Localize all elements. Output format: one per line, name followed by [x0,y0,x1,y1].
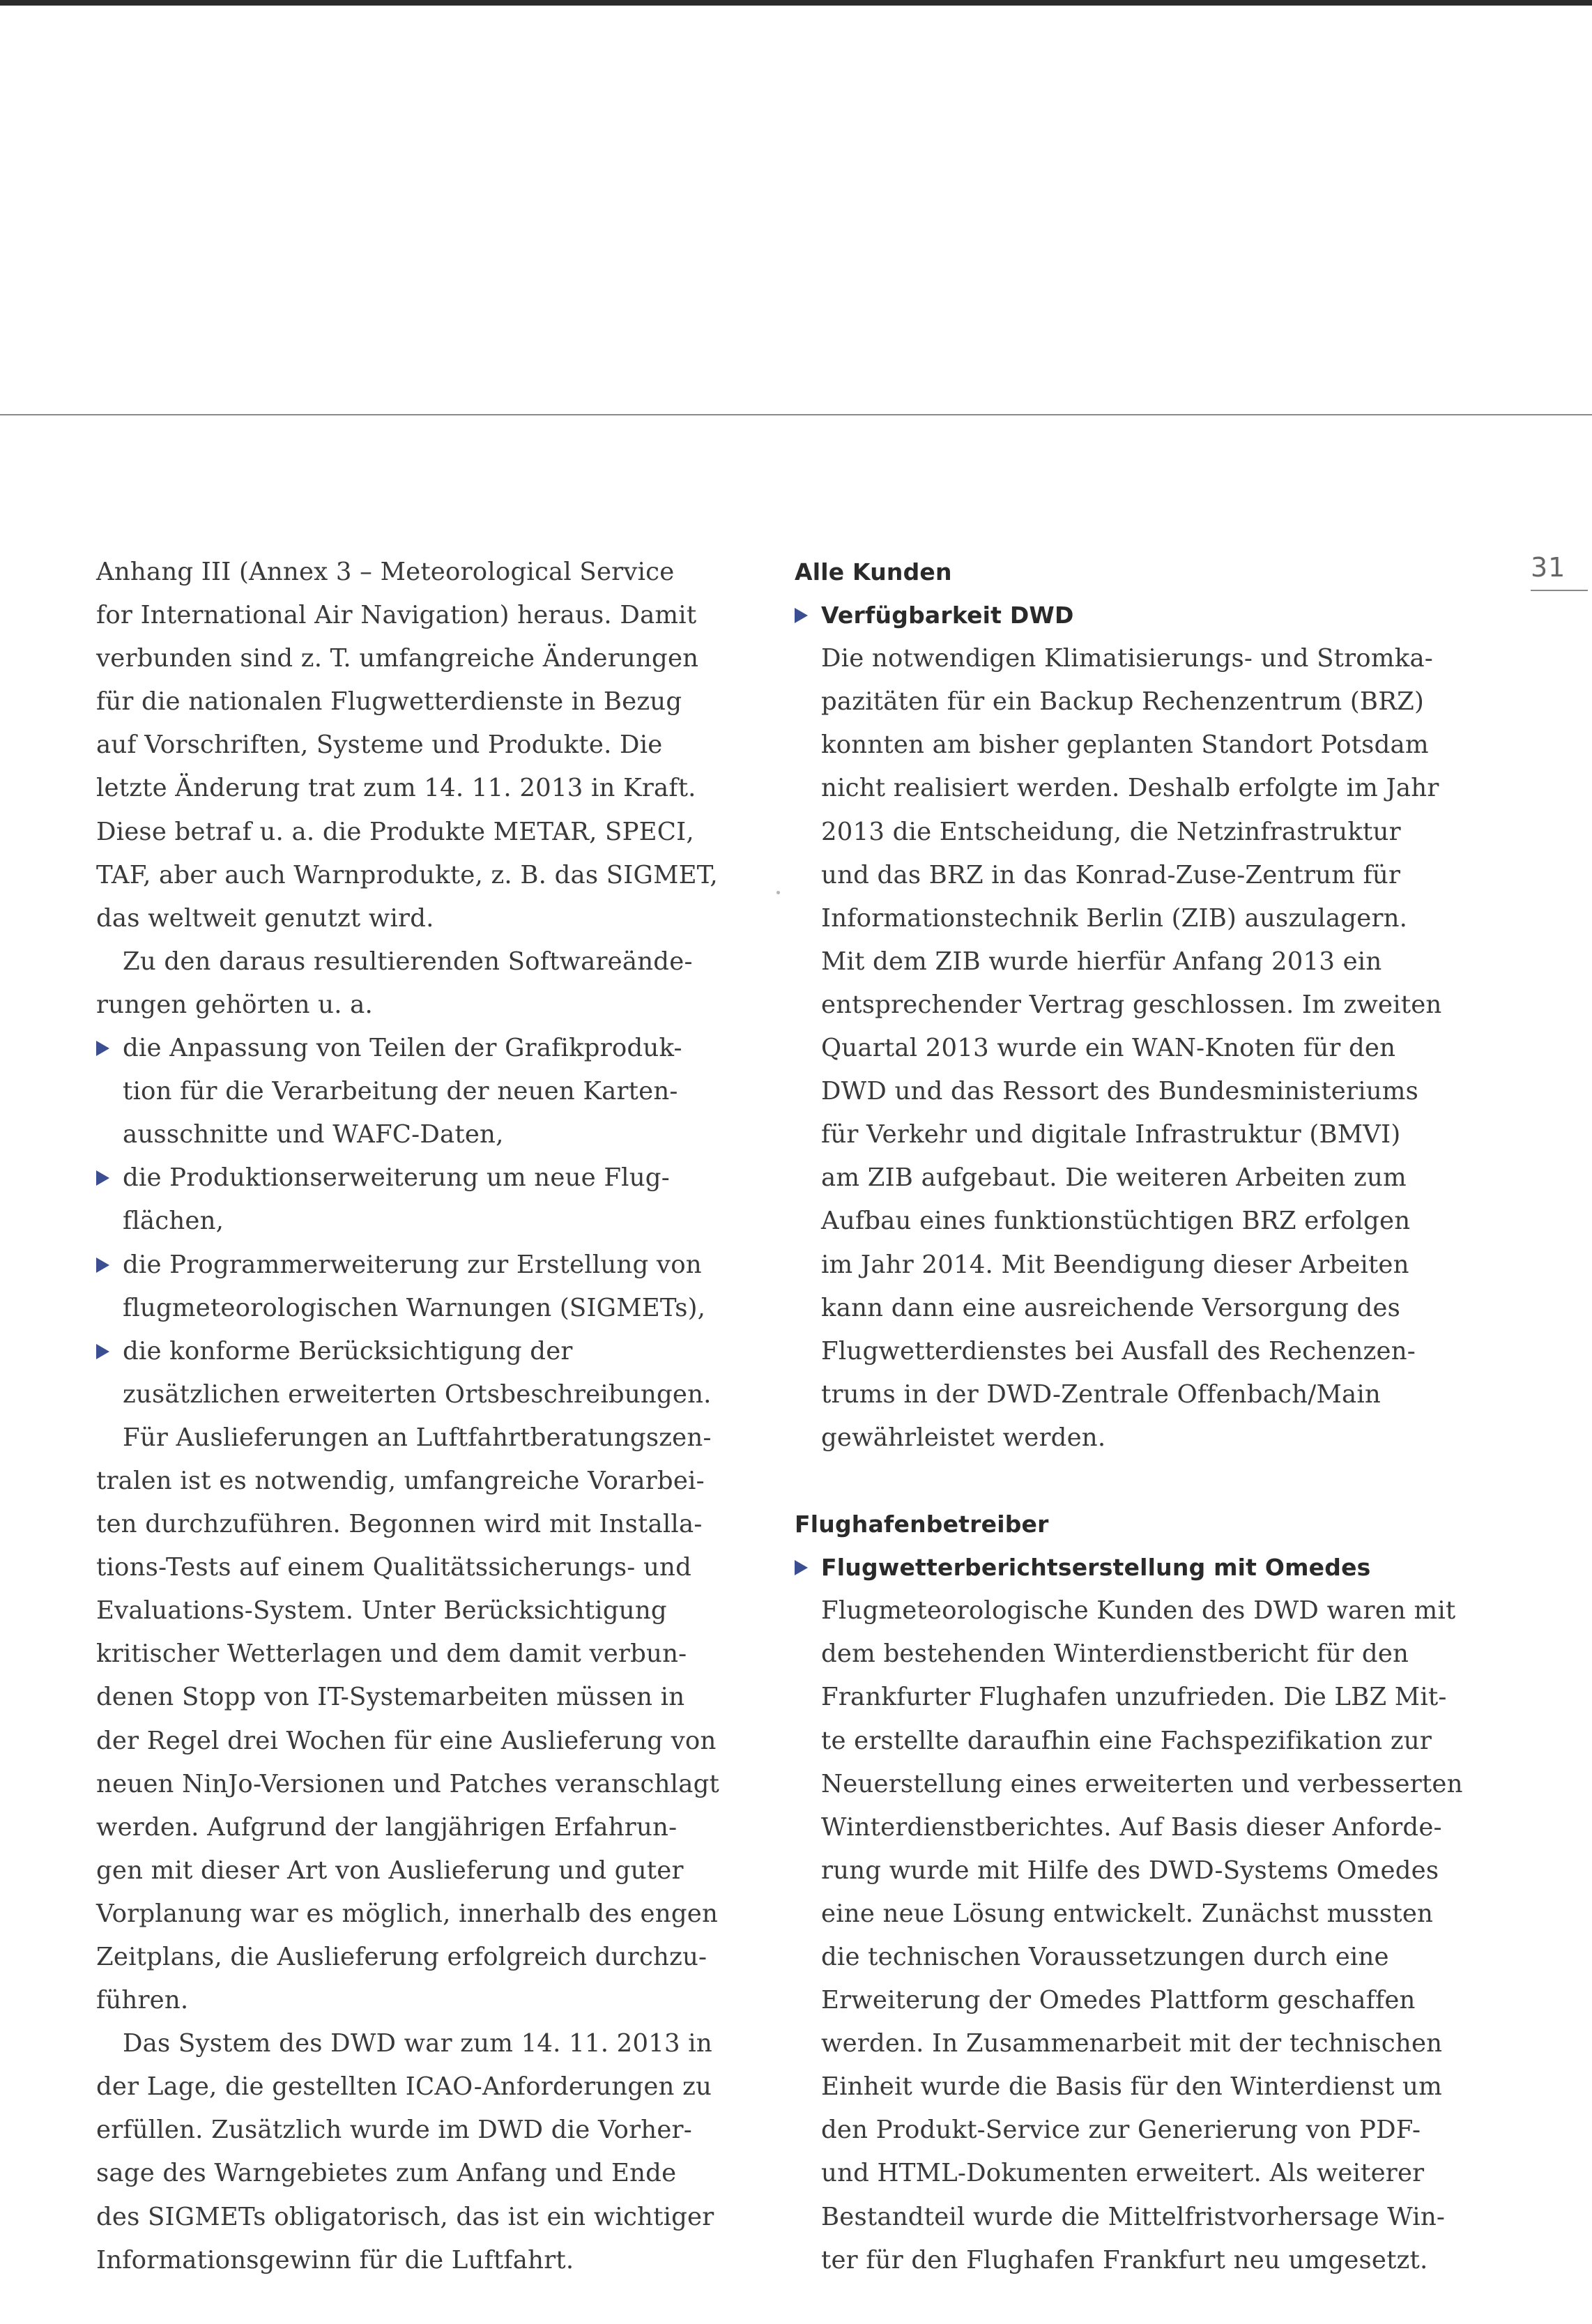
bullet-line: die Produktionserweiterung um neue Flug- [96,1156,751,1200]
text-line: entsprechender Vertrag geschlossen. Im zweiten [821,990,1442,1019]
text-line: Frankfurter Flughafen unzufrieden. Die LBZ Mit- [821,1683,1447,1712]
text-line: Einheit wurde die Basis für den Winterdienst um [821,2072,1442,2102]
list-item [96,1027,751,1156]
text-line: trums in der DWD-Zentrale Offenbach/Main [821,1379,1381,1409]
text-line: Informationstechnik Berlin (ZIB) auszulagern. [821,903,1408,933]
text-line: ten durchzuführen. Begonnen wird mit Installa- [96,1510,703,1539]
bullet-line: die Anpassung von Teilen der Grafikproduk- [96,1027,751,1070]
text-line: Flugwetterdienstes bei Ausfall des Rechenzen- [821,1336,1416,1366]
text-line: rung wurde mit Hilfe des DWD-Systems Omedes [821,1856,1439,1885]
text-line: die technischen Voraussetzungen durch eine [821,1943,1389,1971]
text-line: for International Air Navigation) heraus. Damit [96,601,697,630]
text-line: letzte Änderung trat zum 14. 11. 2013 in Kraft. [96,774,696,803]
text-line: gewährleistet werden. [821,1423,1106,1452]
section-heading: Flughafenbetreiber [795,1511,1049,1538]
text-line: Vorplanung war es möglich, innerhalb des engen [96,1899,719,1928]
text-line: Die notwendigen Klimatisierungs- und Stromka- [821,644,1434,673]
list-item [96,1156,751,1243]
bullet-line: die konforme Berücksichtigung der [96,1330,751,1373]
bullet-line: flugmeteorologischen Warnungen (SIGMETs), [123,1293,706,1322]
bullet-line: tion für die Verarbeitung der neuen Karten- [123,1077,678,1106]
header-rule [0,414,1592,415]
left-column [96,551,751,2282]
text-line: Bestandteil wurde die Mittelfristvorhersage Win- [821,2202,1446,2231]
text-line: Zeitplans, die Auslieferung erfolgreich durchzu- [96,1943,707,1971]
text-line: konnten am bisher geplanten Standort Potsdam [821,731,1429,760]
text-line: kritischer Wetterlagen und dem damit verbun- [96,1639,687,1669]
section-alle-kunden [795,551,1485,1460]
text-line: der Lage, die gestellten ICAO-Anforderungen zu [96,2072,712,2102]
text-line: pazitäten für ein Backup Rechenzentrum (BRZ) [821,687,1425,717]
scan-top-edge [0,0,1592,6]
text-line: te erstellte daraufhin eine Fachspezifikation zur [821,1726,1432,1755]
text-line: den Produkt-Service zur Generierung von PDF- [821,2116,1421,2145]
text-line: für Verkehr und digitale Infrastruktur (BMVI) [821,1120,1401,1149]
bullet-line: ausschnitte und WAFC-Daten, [123,1120,504,1149]
text-line: gen mit dieser Art von Auslieferung und guter [96,1856,684,1885]
scan-speck [776,891,780,894]
paragraph-software-changes [96,940,751,1027]
bullet-line: die Programmerweiterung zur Erstellung von [96,1244,751,1287]
text-line: denen Stopp von IT-Systemarbeiten müssen in [96,1683,685,1712]
page-number: 31 [1531,552,1566,583]
list-item [96,1244,751,1330]
text-line: neuen NinJo-Versionen und Patches veranschlagt [96,1769,719,1798]
paragraph-annex [96,551,751,940]
page-number-rule [1531,590,1588,591]
text-line: das weltweit genutzt wird. [96,903,434,933]
right-column [795,551,1485,2282]
text-line: Aufbau eines funktionstüchtigen BRZ erfolgen [821,1207,1411,1236]
text-line: ter für den Flughafen Frankfurt neu umgesetzt. [821,2245,1428,2275]
text-line: Informationsgewinn für die Luftfahrt. [96,2245,574,2275]
text-line: auf Vorschriften, Systeme und Produkte. Die [96,731,663,760]
text-line: des SIGMETs obligatorisch, das ist ein wichtiger [96,2202,714,2231]
text-line: werden. Aufgrund der langjährigen Erfahrun- [96,1812,678,1842]
text-line: rungen gehörten u. a. [96,990,374,1019]
text-line: werden. In Zusammenarbeit mit der technischen [821,2029,1443,2058]
paragraph-delivery [96,1416,751,2022]
text-line: Für Auslieferungen an Luftfahrtberatungszen- [123,1423,712,1452]
text-line: Quartal 2013 wurde ein WAN-Knoten für den [821,1034,1396,1063]
section-subheading: Flugwetterberichtserstellung mit Omedes [795,1546,1485,1589]
text-line: am ZIB aufgebaut. Die weiteren Arbeiten zum [821,1163,1407,1193]
text-line: Anhang III (Annex 3 – Meteorological Service [96,558,675,586]
bullet-line: flächen, [123,1207,224,1236]
section-gap [795,1460,1485,1503]
text-line: Winterdienstberichtes. Auf Basis dieser Anforde- [821,1812,1442,1842]
text-line: tions-Tests auf einem Qualitätssicherungs- und [96,1553,692,1582]
text-line: und das BRZ in das Konrad-Zuse-Zentrum für [821,860,1401,889]
text-line: Erweiterung der Omedes Plattform geschaffen [821,1986,1416,2015]
paragraph-icao [96,2022,751,2282]
section-subheading: Verfügbarkeit DWD [795,594,1485,637]
text-line: 2013 die Entscheidung, die Netzinfrastruktur [821,817,1401,846]
text-line: sage des Warngebietes zum Anfang und Ende [96,2159,677,2188]
text-line: erfüllen. Zusätzlich wurde im DWD die Vorher- [96,2116,692,2145]
text-line: TAF, aber auch Warnprodukte, z. B. das SIGMET, [96,860,718,889]
text-line: kann dann eine ausreichende Versorgung des [821,1293,1401,1322]
text-line: und HTML-Dokumenten erweitert. Als weiterer [821,2159,1425,2188]
text-line: im Jahr 2014. Mit Beendigung dieser Arbeiten [821,1250,1409,1279]
bullet-list [96,1027,751,1416]
text-line: der Regel drei Wochen für eine Auslieferung von [96,1726,717,1755]
text-line: Flugmeteorologische Kunden des DWD waren mit [821,1596,1456,1626]
text-line: dem bestehenden Winterdienstbericht für den [821,1639,1409,1669]
list-item [96,1330,751,1416]
text-line: Mit dem ZIB wurde hierfür Anfang 2013 ein [821,947,1382,976]
text-line: Evaluations-System. Unter Berücksichtigung [96,1596,667,1626]
bullet-line: zusätzlichen erweiterten Ortsbeschreibungen. [123,1379,712,1409]
text-line: nicht realisiert werden. Deshalb erfolgte im Jahr [821,774,1439,803]
text-line: für die nationalen Flugwetterdienste in Bezug [96,687,682,717]
text-line: tralen ist es notwendig, umfangreiche Vorarbei- [96,1466,705,1495]
section-flughafenbetreiber [795,1503,1485,2282]
text-line: führen. [96,1986,189,2015]
section-heading: Alle Kunden [795,558,952,586]
text-line: Diese betraf u. a. die Produkte METAR, SPECI, [96,817,694,846]
text-line: Das System des DWD war zum 14. 11. 2013 in [123,2029,712,2058]
text-line: verbunden sind z. T. umfangreiche Änderungen [96,644,699,673]
text-line: Neuerstellung eines erweiterten und verbesserten [821,1769,1463,1798]
text-line: eine neue Lösung entwickelt. Zunächst mussten [821,1899,1434,1928]
text-line: DWD und das Ressort des Bundesministeriums [821,1077,1419,1106]
text-line: Zu den daraus resultierenden Softwareände- [123,947,693,976]
